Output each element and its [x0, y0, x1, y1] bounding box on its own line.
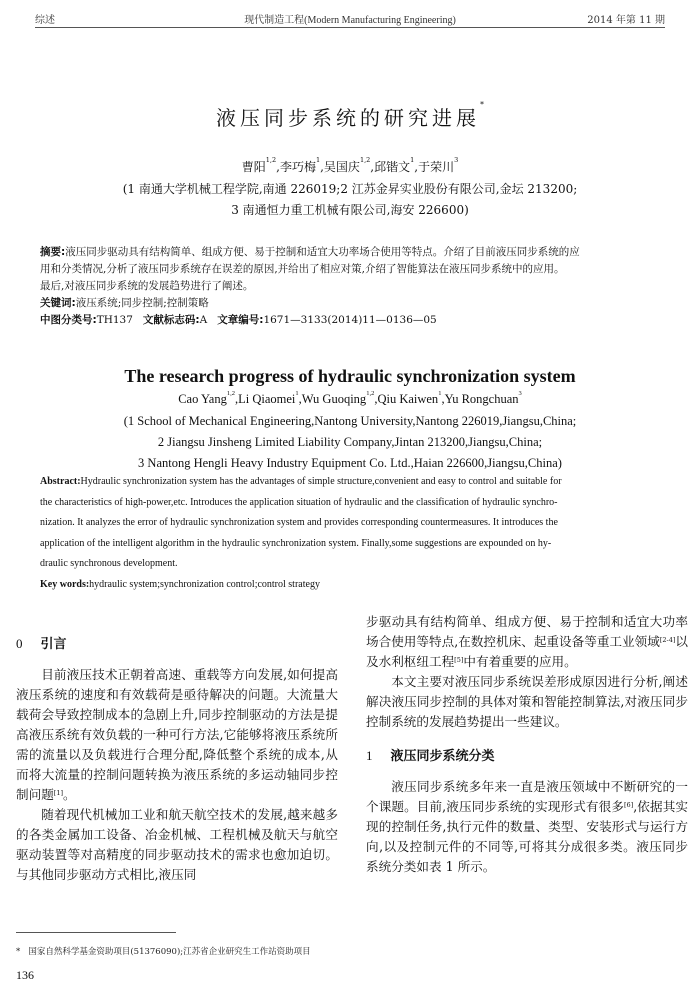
- author-name: 曹阳: [241, 160, 266, 174]
- page-number: 136: [16, 968, 34, 982]
- author-sup: 3: [454, 156, 459, 164]
- cn-affiliation-line: (1 南通大学机械工程学院,南通 226019;2 江苏金昇实业股份有限公司,金坛 213200;: [122, 182, 578, 196]
- body-paragraph: 本文主要对液压同步系统误差形成原因进行分析,阐述解决液压同步控制的具体对策和智能控制算法,对液压同步控制系统的发展趋势提出一些建议。: [366, 674, 688, 729]
- header-issue: 2014 年第 11 期: [587, 15, 665, 26]
- footnote-mark: *: [16, 947, 21, 957]
- author-sup: 1,2: [359, 156, 371, 164]
- en-keywords: Key words:hydraulic system;synchronization control;control strategy: [40, 578, 320, 590]
- cn-authors: 曹阳$^{1,2}$,李巧梅$^1$,吴国庆$^{1,2}$,邱锴文$^1$,于荣川$^3$: [241, 156, 459, 174]
- en-title: The research progress of hydraulic synchronization system: [124, 366, 576, 386]
- body-paragraph: 随着现代机械加工业和航天航空技术的发展,越来越多的各类金属加工设备、冶金机械、工程机械及航天与航空驱动装置等对高精度的同步驱动技术的需求也愈加迫切。与其他同步驱动方式相比,液压同: [16, 807, 338, 882]
- cn-abstract-line: 用和分类情况,分析了液压同步系统存在误差的原因,并给出了相应对策,介绍了智能算法在液压同步系统中的应用。: [40, 263, 565, 275]
- cn-abstract-line: 最后,对液压同步系统的发展趋势进行了阐述。: [40, 280, 254, 292]
- cn-classification: 中图分类号:TH137 文献标志码:A 文章编号:1671—3133(2014)11—0136—05: [40, 314, 437, 326]
- author-name: 于荣川: [418, 160, 455, 174]
- footnote: [16, 945, 311, 957]
- author-name: 邱锴文: [374, 160, 411, 174]
- author-sup: 1: [410, 156, 415, 164]
- en-keywords-label: Key words:: [40, 578, 90, 590]
- cn-affiliation-line: 3 南通恒力重工机械有限公司,海安 226600): [231, 203, 469, 217]
- running-header: [35, 8, 665, 26]
- body-column-right: [366, 612, 688, 877]
- citation: [5]: [454, 656, 464, 664]
- citation: [2-4]: [659, 636, 676, 644]
- section-heading: 1 液压同步系统分类: [366, 748, 495, 764]
- en-abstract: [40, 472, 660, 595]
- title-footnote-mark: *: [480, 100, 484, 109]
- citation: [1]: [53, 789, 63, 797]
- en-abstract-label: Abstract:: [40, 476, 81, 487]
- section-heading: 0 引言: [16, 636, 67, 652]
- footnote-divider: [16, 932, 176, 933]
- en-authors: Cao Yang$^{1,2}$,Li Qiaomei$^1$,Wu Guoqing$^{1,2}$,Qiu Kaiwen$^1$,Yu Rongchuan$^3$: [178, 390, 522, 406]
- en-abstract-line: Abstract:Hydraulic synchronization system has the advantages of simple structure,convenient and easy to control and suitable for: [40, 476, 562, 487]
- cn-keywords-label: 关键词:: [40, 297, 76, 309]
- header-section: 综述: [35, 15, 55, 26]
- author-name: 吴国庆: [323, 160, 360, 174]
- cn-title-text: 液压同步系统的研究进展: [216, 106, 480, 130]
- body-paragraph: 液压同步系统多年来一直是液压领域中不断研究的一个课题。目前,液压同步系统的实现形式有很多[6],依据其实现的控制任务,执行元件的数量、类型、安装形式与运行方向,以及控制元件的不同等,可将其分成很多类。液压同步系统分类如表 1 所示。: [366, 779, 688, 874]
- en-abstract-line: nization. It analyzes the error of hydraulic synchronization system and provides corresponding countermeasures. It introduces the: [40, 517, 558, 528]
- en-affiliation-line: 2 Jiangsu Jinsheng Limited Liability Company,Jintan 213200,Jiangsu,China;: [157, 435, 543, 449]
- author-sup: 1: [315, 156, 321, 164]
- citation: [6]: [623, 801, 634, 809]
- cn-abstract: [40, 244, 660, 329]
- cn-abstract-label: 摘要:: [40, 246, 66, 258]
- body-paragraph: 步驱动具有结构简单、组成方便、易于控制和适宜大功率场合使用等特点,在数控机床、起重设备等重工业领域[2-4]以及水利枢纽工程[5]中有着重要的应用。: [366, 614, 688, 669]
- cn-title: [0, 102, 700, 131]
- body-paragraph: 目前液压技术正朝着高速、重载等方向发展,如何提高液压系统的速度和有效载荷是亟待解决的问题。大流量大载荷会导致控制成本的急剧上升,同步控制驱动的方法是提高液压系统有效负载的一种可行方法,它能够将液压系统所需的流量以及负载进行合理分配,降低整个系统的成本,从而将大流量的控制问题转换为液压系统的多运动轴同步控制问题[1]。: [16, 667, 338, 802]
- header-divider: [35, 27, 665, 28]
- en-abstract-line: application of the intelligent algorithm in the hydraulic synchronization system. Finally,some suggestions are expounded on hy-: [40, 537, 552, 549]
- body-column-left: [16, 620, 338, 885]
- author-name: 李巧梅: [279, 160, 316, 174]
- footnote-text: 国家自然科学基金资助项目(51376090);江苏省企业研究生工作站资助项目: [28, 947, 311, 957]
- cn-keywords: 关键词:液压系统;同步控制;控制策略: [40, 297, 209, 309]
- en-abstract-line: draulic synchronous development.: [40, 558, 178, 569]
- en-abstract-line: the characteristics of high-power,etc. Introduces the application situation of hydraulic and the classification of hydraulic synchro-: [40, 496, 558, 508]
- header-journal: 现代制造工程(Modern Manufacturing Engineering): [244, 15, 456, 26]
- en-affiliation-line: (1 School of Mechanical Engineering,Nantong University,Nantong 226019,Jiangsu,China;: [123, 414, 577, 428]
- cn-abstract-line: 摘要:液压同步驱动具有结构简单、组成方便、易于控制和适宜大功率场合使用等特点。介绍了目前液压同步系统的应: [40, 246, 580, 258]
- en-affiliation-line: 3 Nantong Hengli Heavy Industry Equipment Co. Ltd.,Haian 226600,Jiangsu,China): [138, 456, 562, 470]
- author-sup: 1,2: [265, 156, 277, 164]
